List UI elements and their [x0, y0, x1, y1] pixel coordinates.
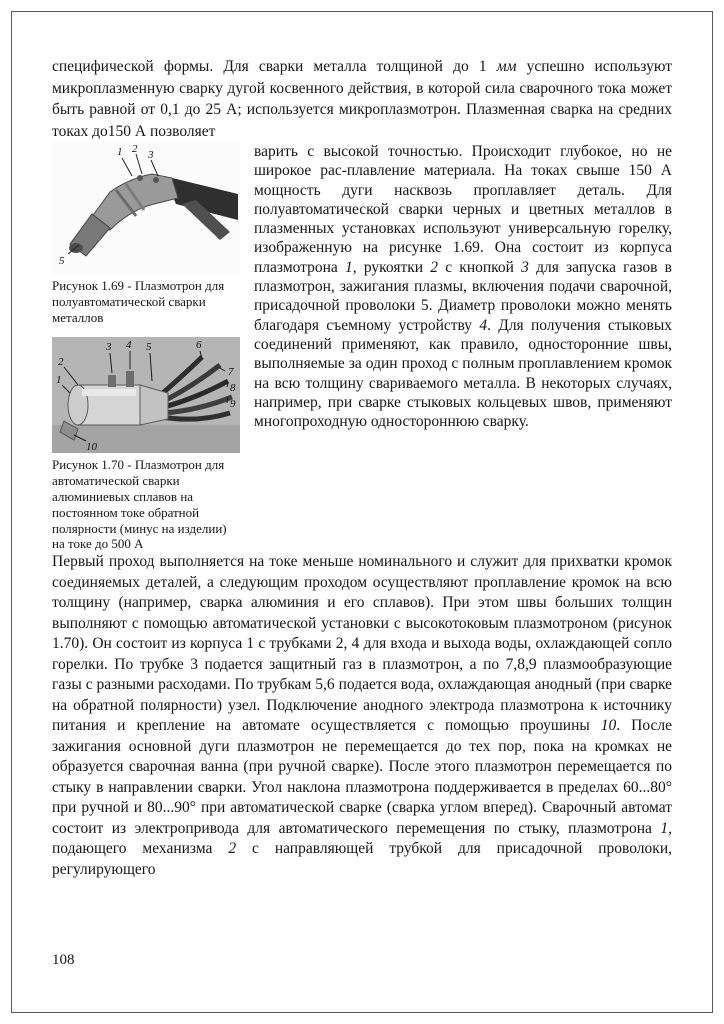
photo-background-shadow: [52, 425, 240, 453]
figure-1-69-caption: Рисунок 1.69 - Плазмотрон для полуавтоматической сварки металлов: [52, 278, 225, 325]
figure-1-70: [52, 337, 240, 552]
page-number: 108: [52, 952, 75, 968]
figure-callout-2: 2: [58, 356, 64, 369]
figure-callout-5: 5: [146, 341, 152, 354]
figure-callout-1: 1: [56, 374, 62, 387]
paragraph-body: Первый проход выполняется на токе меньше номинального и служит для прихватки кромок соединяемых деталей, а следующим проходом осуществляют проплавление кромок на всю толщину (например, сварка алюминия и его сплавов). При этом швы больших толщин выполняют с помощью автоматической установки с высокотоковым плазмотроном (рисунок 1.70). Он состоит из корпуса 1 с трубками 2, 4 для входа и выхода воды, охлаждающей сопло горелки. По трубке 3 подается защитный газ в плазмотрон, а по 7,8,9 плазмообразующие газы с разными расходами. По трубкам 5,6 подается вода, охлаждающая анодный (при сварке на обратной полярности) узел. Подключение анодного электрода плазмотрона к источнику питания и крепление на автомате осуществляется с помощью проушины 10. После зажигания основной дуги плазмотрон не перемещается до тех пор, пока на кромках не образуется сварочная ванна (при ручной сварке). После этого плазмотрон перемещается по стыку в направлении сварки. Угол наклона плазмотрона поддерживается в пределах 60...80° при ручной и 80...90° при автоматической сварке (сварка углом вперед). Сварочный автомат состоит из электропривода для автоматического перемещения по стыку, плазмотрона 1, подающего механизма 2 с направляющей трубкой для присадочной проволоки, регулирующего: [52, 553, 673, 878]
paragraph-wrapped: варить с высокой точностью. Происходит глубокое, но не широкое рас-плавление материала. На токах свыше 150 А мощность дуги насквозь проплавляет деталь. Для полуавтоматической сварки черных и цветных металлов в плазменных установках используют универсальную горелку, изображенную на рисунке 1.69. Она состоит из корпуса плазмотрона 1, рукоятки 2 с кнопкой 3 для запуска газов в плазмотрон, зажигания плазмы, включения подачи сварочной, присадочной проволоки 5. Диаметр проволоки можно менять благодаря съемному устройству 4. Для получения стыковых соединений применяют, как правило, односторонние швы, выполняемые за один проход с полным проплавлением кромок на всю толщину свариваемого металла. В некоторых случаях, например, при сварке стыковых кольцевых швов, применяют многопроходную одностороннюю сварку.: [254, 143, 672, 431]
plasmotron-semiautomatic-photo: [52, 142, 240, 274]
figure-callout-6: 6: [196, 339, 202, 352]
figure-callout-2: 2: [132, 143, 138, 155]
figure-callout-9: 9: [230, 398, 236, 411]
paragraph-intro: специфической формы. Для сварки металла толщиной до 1 мм успешно используют микроплазменную сварку дугой косвенного действия, в которой сила сварочного тока может быть равной от 0,1 до 25 А; используется микроплазмотрон. Плазменная сварка на средних токах до150 А позволяет: [52, 58, 672, 140]
figure-callout-7: 7: [228, 366, 234, 379]
figure-callout-5: 5: [59, 255, 65, 267]
plasmotron-automatic-photo: [52, 337, 240, 453]
figure-1-70-caption: Рисунок 1.70 - Плазмотрон для автоматической сварки алюминиевых сплавов на постоянном токе обратной полярности (минус на изделии) на токе до 500 А: [52, 457, 227, 552]
page-content: [52, 56, 672, 880]
figure-callout-10: 10: [86, 441, 97, 454]
figure-callout-3: 3: [106, 341, 112, 354]
figure-callout-3: 3: [148, 149, 154, 161]
figure-callout-8: 8: [230, 382, 236, 395]
figure-callout-4: 4: [126, 339, 132, 352]
figure-column: [52, 142, 240, 552]
figure-1-69: [52, 142, 240, 325]
figure-callout-1: 1: [117, 146, 123, 158]
